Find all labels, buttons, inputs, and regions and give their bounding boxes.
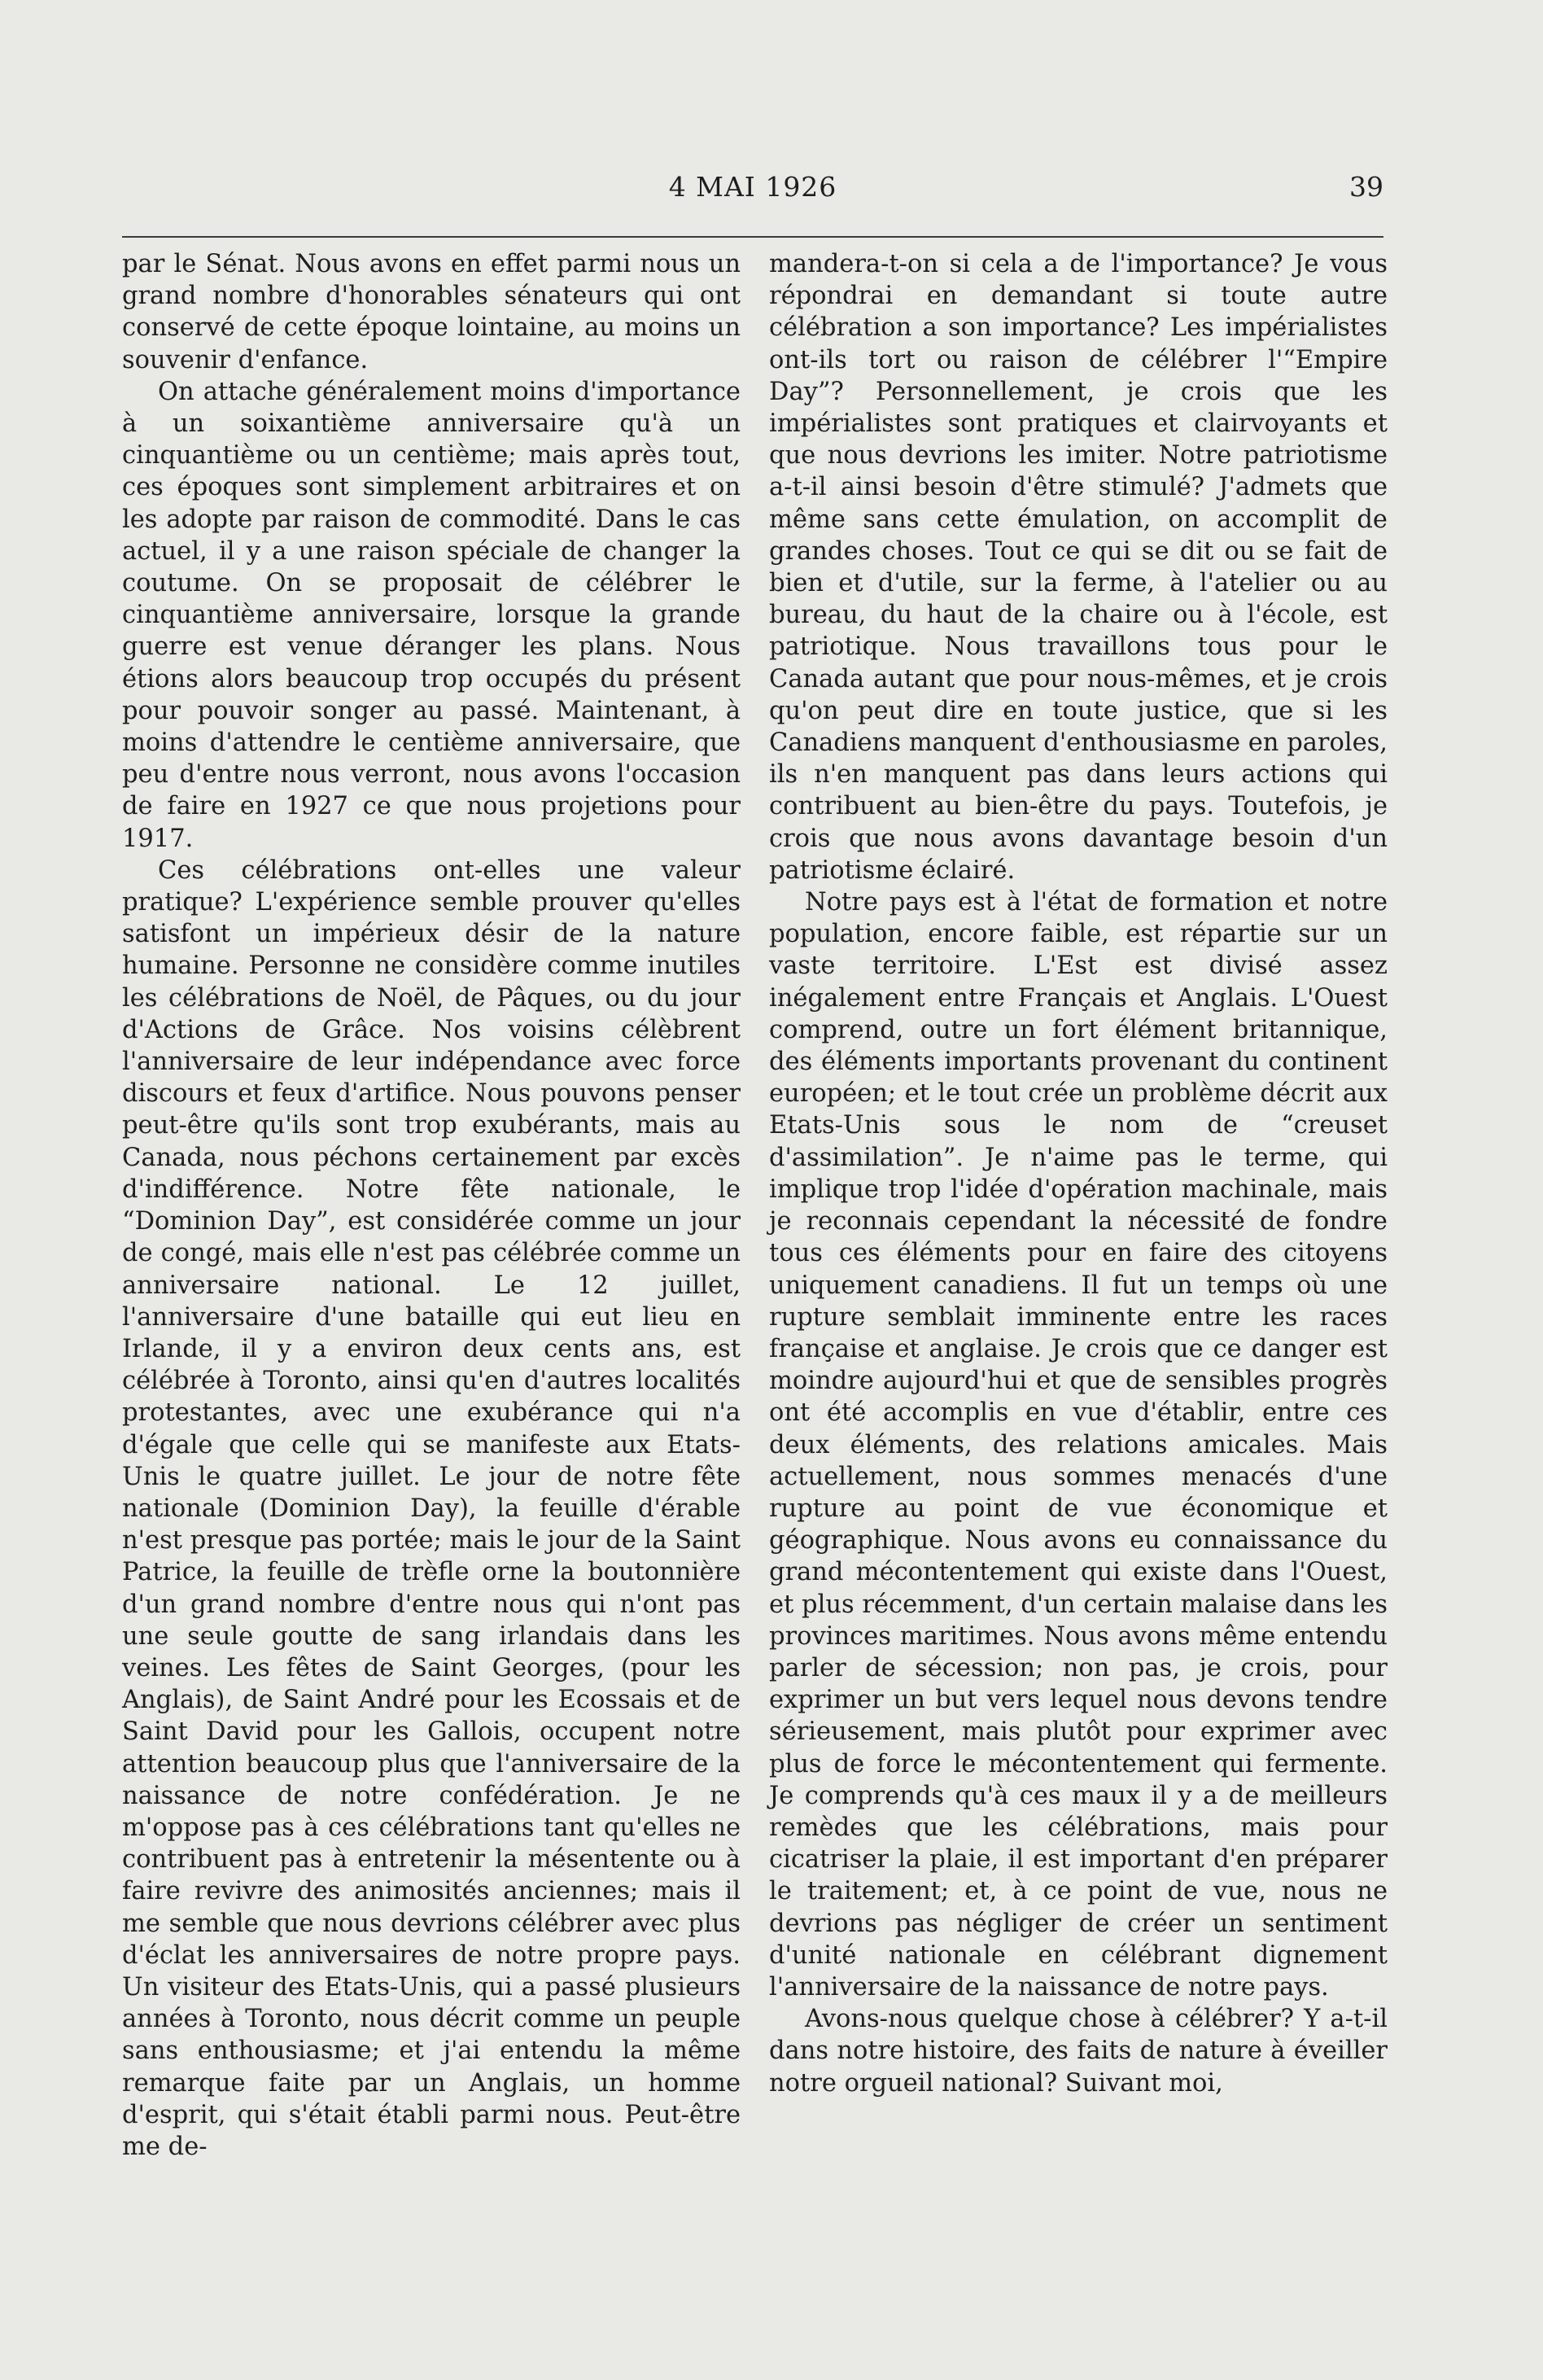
left-column: [122, 248, 741, 2163]
paragraph: On attache généralement moins d'importance à un soixantième anniversaire qu'à un cinquantième ou un centième; mais après tout, ces époques sont simplement arbitraires et on les adopte par raison de commodité. Dans le cas actuel, il y a une raison spéciale de changer la coutume. On se proposait de célébrer le cinquantième anniversaire, lorsque la grande guerre est venue déranger les plans. Nous étions alors beaucoup trop occupés du présent pour pouvoir songer au passé. Maintenant, à moins d'attendre le centième anniversaire, que peu d'entre nous verront, nous avons l'occasion de faire en 1927 ce que nous projetions pour 1917.: [122, 377, 741, 853]
header-rule: [122, 236, 1383, 238]
paragraph: mandera-t-on si cela a de l'importance? Je vous répondrai en demandant si toute autre célébration a son importance? Les impérialistes ont-ils tort ou raison de célébrer l'“Empire Day”? Personnellement, je crois que les impérialistes sont pratiques et clairvoyants et que nous devrions les imiter. Notre patriotisme a-t-il ainsi besoin d'être stimulé? J'admets que même sans cette émulation, on accomplit de grandes choses. Tout ce qui se dit ou se fait de bien et d'utile, sur la ferme, à l'atelier ou au bureau, du haut de la chaire ou à l'école, est patriotique. Nous travaillons tous pour le Canada autant que pour nous-mêmes, et je crois qu'on peut dire en toute justice, que si les Canadiens manquent d'enthousiasme en paroles, ils n'en manquent pas dans leurs actions qui contribuent au bien-être du pays. Toutefois, je crois que nous avons davantage besoin d'un patriotisme éclairé.: [769, 250, 1388, 885]
paragraph: par le Sénat. Nous avons en effet parmi nous un grand nombre d'honorables sénateurs qui ont conservé de cette époque lointaine, au moins un souvenir d'enfance.: [122, 250, 741, 374]
paragraph: Ces célébrations ont-elles une valeur pratique? L'expérience semble prouver qu'elles satisfont un impérieux désir de la nature humaine. Personne ne considère comme inutiles les célébrations de Noël, de Pâques, ou du jour d'Actions de Grâce. Nos voisins célèbrent l'anniversaire de leur indépendance avec force discours et feux d'artifice. Nous pouvons penser peut-être qu'ils sont trop exubérants, mais au Canada, nous péchons certainement par excès d'indifférence. Notre fête nationale, le “Dominion Day”, est considérée comme un jour de congé, mais elle n'est pas célébrée comme un anniversaire national. Le 12 juillet, l'anniversaire d'une bataille qui eut lieu en Irlande, il y a environ deux cents ans, est célébrée à Toronto, ainsi qu'en d'autres localités protestantes, avec une exubérance qui n'a d'égale que celle qui se manifeste aux Etats-Unis le quatre juillet. Le jour de notre fête nationale (Dominion Day), la feuille d'érable n'est presque pas portée; mais le jour de la Saint Patrice, la feuille de trèfle orne la boutonnière d'un grand nombre d'entre nous qui n'ont pas une seule goutte de sang irlandais dans les veines. Les fêtes de Saint Georges, (pour les Anglais), de Saint André pour les Ecossais et de Saint David pour les Gallois, occupent notre attention beaucoup plus que l'anniversaire de la naissance de notre confédération. Je ne m'oppose pas à ces célébrations tant qu'elles ne contribuent pas à entretenir la mésentente ou à faire revivre des animosités anciennes; mais il me semble que nous devrions célébrer avec plus d'éclat les anniversaires de notre propre pays. Un visiteur des Etats-Unis, qui a passé plusieurs années à Toronto, nous décrit comme un peuple sans enthousiasme; et j'ai entendu la même remarque faite par un Anglais, un homme d'esprit, qui s'était établi parmi nous. Peut-être me de-: [122, 855, 741, 2161]
page-number: 39: [1349, 171, 1383, 203]
right-column: [769, 248, 1388, 2099]
paragraph: Avons-nous quelque chose à célébrer? Y a-t-il dans notre histoire, des faits de nature à éveiller notre orgueil national? Suivant moi,: [769, 2005, 1388, 2098]
paragraph: Notre pays est à l'état de formation et notre population, encore faible, est répartie sur un vaste territoire. L'Est est divisé assez inégalement entre Français et Anglais. L'Ouest comprend, outre un fort élément britannique, des éléments importants provenant du continent européen; et le tout crée un problème décrit aux Etats-Unis sous le nom de “creuset d'assimilation”. Je n'aime pas le terme, qui implique trop l'idée d'opération machinale, mais je reconnais cependant la nécessité de fondre tous ces éléments pour en faire des citoyens uniquement canadiens. Il fut un temps où une rupture semblait imminente entre les races française et anglaise. Je crois que ce danger est moindre aujourd'hui et que de sensibles progrès ont été accomplis en vue d'établir, entre ces deux éléments, des relations amicales. Mais actuellement, nous sommes menacés d'une rupture au point de vue économique et géographique. Nous avons eu connaissance du grand mécontentement qui existe dans l'Ouest, et plus récemment, d'un certain malaise dans les provinces maritimes. Nous avons même entendu parler de sécession; non pas, je crois, pour exprimer un but vers lequel nous devons tendre sérieusement, mais plutôt pour exprimer avec plus de force le mécontentement qui fermente. Je comprends qu'à ces maux il y a de meilleurs remèdes que les célébrations, mais pour cicatriser la plaie, il est important d'en préparer le traitement; et, à ce point de vue, nous ne devrions pas négliger de créer un sentiment d'unité nationale en célébrant dignement l'anniversaire de la naissance de notre pays.: [769, 888, 1388, 2002]
issue-date: 4 MAI 1926: [668, 171, 837, 203]
page-header: [122, 171, 1383, 220]
